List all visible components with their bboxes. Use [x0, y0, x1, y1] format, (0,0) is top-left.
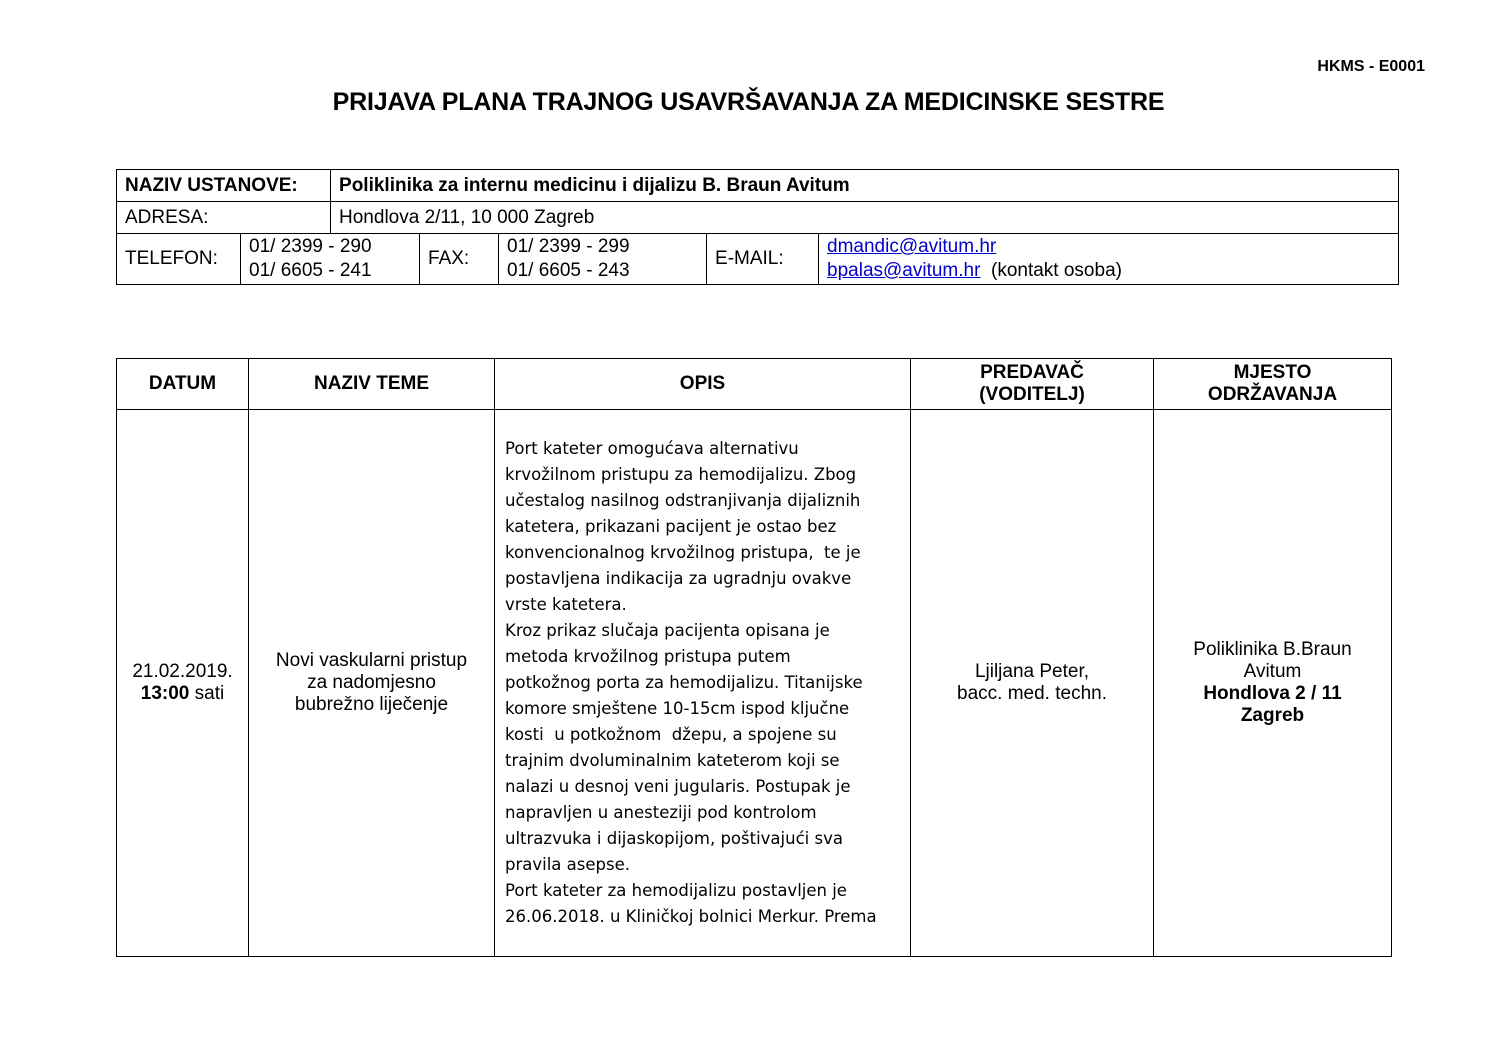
email-values — [819, 234, 1399, 285]
email-link-1[interactable]: dmandic@avitum.hr — [827, 236, 997, 257]
header-predavac-line1: PREDAVAČ — [980, 362, 1084, 383]
description-line: kosti u potkožnom džepu, a spojene su — [505, 725, 837, 744]
description-line: pravila asepse. — [505, 855, 630, 874]
cell-lecturer — [911, 410, 1154, 957]
institution-name-label: NAZIV USTANOVE: — [117, 170, 331, 202]
description-line: metoda krvožilnog pristupa putem — [505, 647, 791, 666]
header-naziv-teme: NAZIV TEME — [249, 359, 495, 410]
header-mjesto — [1154, 359, 1392, 410]
header-opis: OPIS — [495, 359, 911, 410]
description-line: ultrazvuka i dijaskopijom, poštivajući sva — [505, 829, 843, 848]
cell-description — [495, 410, 911, 957]
phone-values — [241, 234, 420, 285]
lecturer-name: Ljiljana Peter, — [974, 661, 1090, 682]
description-line: vrste katetera. — [505, 595, 627, 614]
lecturer-title: bacc. med. techn. — [957, 683, 1107, 704]
date-value: 21.02.2019. — [132, 661, 233, 682]
fax-values — [499, 234, 707, 285]
fax-1: 01/ 2399 - 299 — [507, 236, 630, 257]
description-line: krvožilnom pristupu za hemodijalizu. Zbog — [505, 465, 857, 484]
time-value: 13:00 sati — [140, 683, 225, 704]
place-line-3: Hondlova 2 / 11 — [1203, 683, 1342, 704]
email-label: E-MAIL: — [707, 234, 819, 285]
description-line: postavljena indikacija za ugradnju ovakve — [505, 569, 852, 588]
fax-2: 01/ 6605 - 243 — [507, 260, 630, 281]
cell-topic — [249, 410, 495, 957]
description-line: Kroz prikaz slučaja pacijenta opisana je — [505, 621, 830, 640]
description-line: trajnim dvoluminalnim kateterom koji se — [505, 751, 840, 770]
address-value: Hondlova 2/11, 10 000 Zagreb — [331, 202, 1399, 234]
place-line-4: Zagreb — [1240, 705, 1305, 726]
description-line: konvencionalnog krvožilnog pristupa, te je — [505, 543, 861, 562]
page-title: PRIJAVA PLANA TRAJNOG USAVRŠAVANJA ZA MEDICINSKE SESTRE — [332, 88, 1165, 116]
description-line: nalazi u desnoj veni jugularis. Postupak je — [505, 777, 851, 796]
header-mjesto-line1: MJESTO — [1233, 362, 1312, 383]
form-code: HKMS - E0001 — [1317, 58, 1425, 75]
header-predavac-line2: (VODITELJ) — [979, 384, 1085, 405]
description-line: 26.06.2018. u Kliničkoj bolnici Merkur. Prema — [505, 907, 877, 926]
institution-name-value: Poliklinika za internu medicinu i dijalizu B. Braun Avitum — [331, 170, 1399, 202]
description-text — [505, 436, 900, 928]
topic-line-1: Novi vaskularni pristup — [275, 650, 468, 671]
fax-label: FAX: — [420, 234, 499, 285]
description-line: potkožnog porta za hemodijalizu. Titanijske — [505, 673, 863, 692]
email-note: (kontakt osoba) — [991, 260, 1122, 281]
place-line-1: Poliklinika B.Braun — [1193, 639, 1352, 660]
description-line: komore smještene 10-15cm ispod ključne — [505, 699, 850, 718]
plan-table — [116, 358, 1392, 957]
description-line: Port kateter omogućava alternativu — [505, 439, 799, 458]
header-mjesto-line2: ODRŽAVANJA — [1207, 384, 1338, 405]
institution-table — [116, 169, 1399, 285]
header-datum: DATUM — [117, 359, 249, 410]
cell-date — [117, 410, 249, 957]
header-predavac — [911, 359, 1154, 410]
description-line: napravljen u anesteziji pod kontrolom — [505, 803, 817, 822]
phone-label: TELEFON: — [117, 234, 241, 285]
place-line-2: Avitum — [1243, 661, 1302, 682]
topic-line-2: za nadomjesno — [307, 672, 436, 693]
phone-2: 01/ 6605 - 241 — [249, 260, 372, 281]
email-link-2[interactable]: bpalas@avitum.hr — [827, 260, 981, 281]
cell-place — [1154, 410, 1392, 957]
description-line: Port kateter za hemodijalizu postavljen je — [505, 881, 847, 900]
address-label: ADRESA: — [117, 202, 331, 234]
phone-1: 01/ 2399 - 290 — [249, 236, 372, 257]
description-line: učestalog nasilnog odstranjivanja dijaliznih — [505, 491, 861, 510]
description-line: katetera, prikazani pacijent je ostao bez — [505, 517, 837, 536]
topic-line-3: bubrežno liječenje — [294, 694, 449, 715]
